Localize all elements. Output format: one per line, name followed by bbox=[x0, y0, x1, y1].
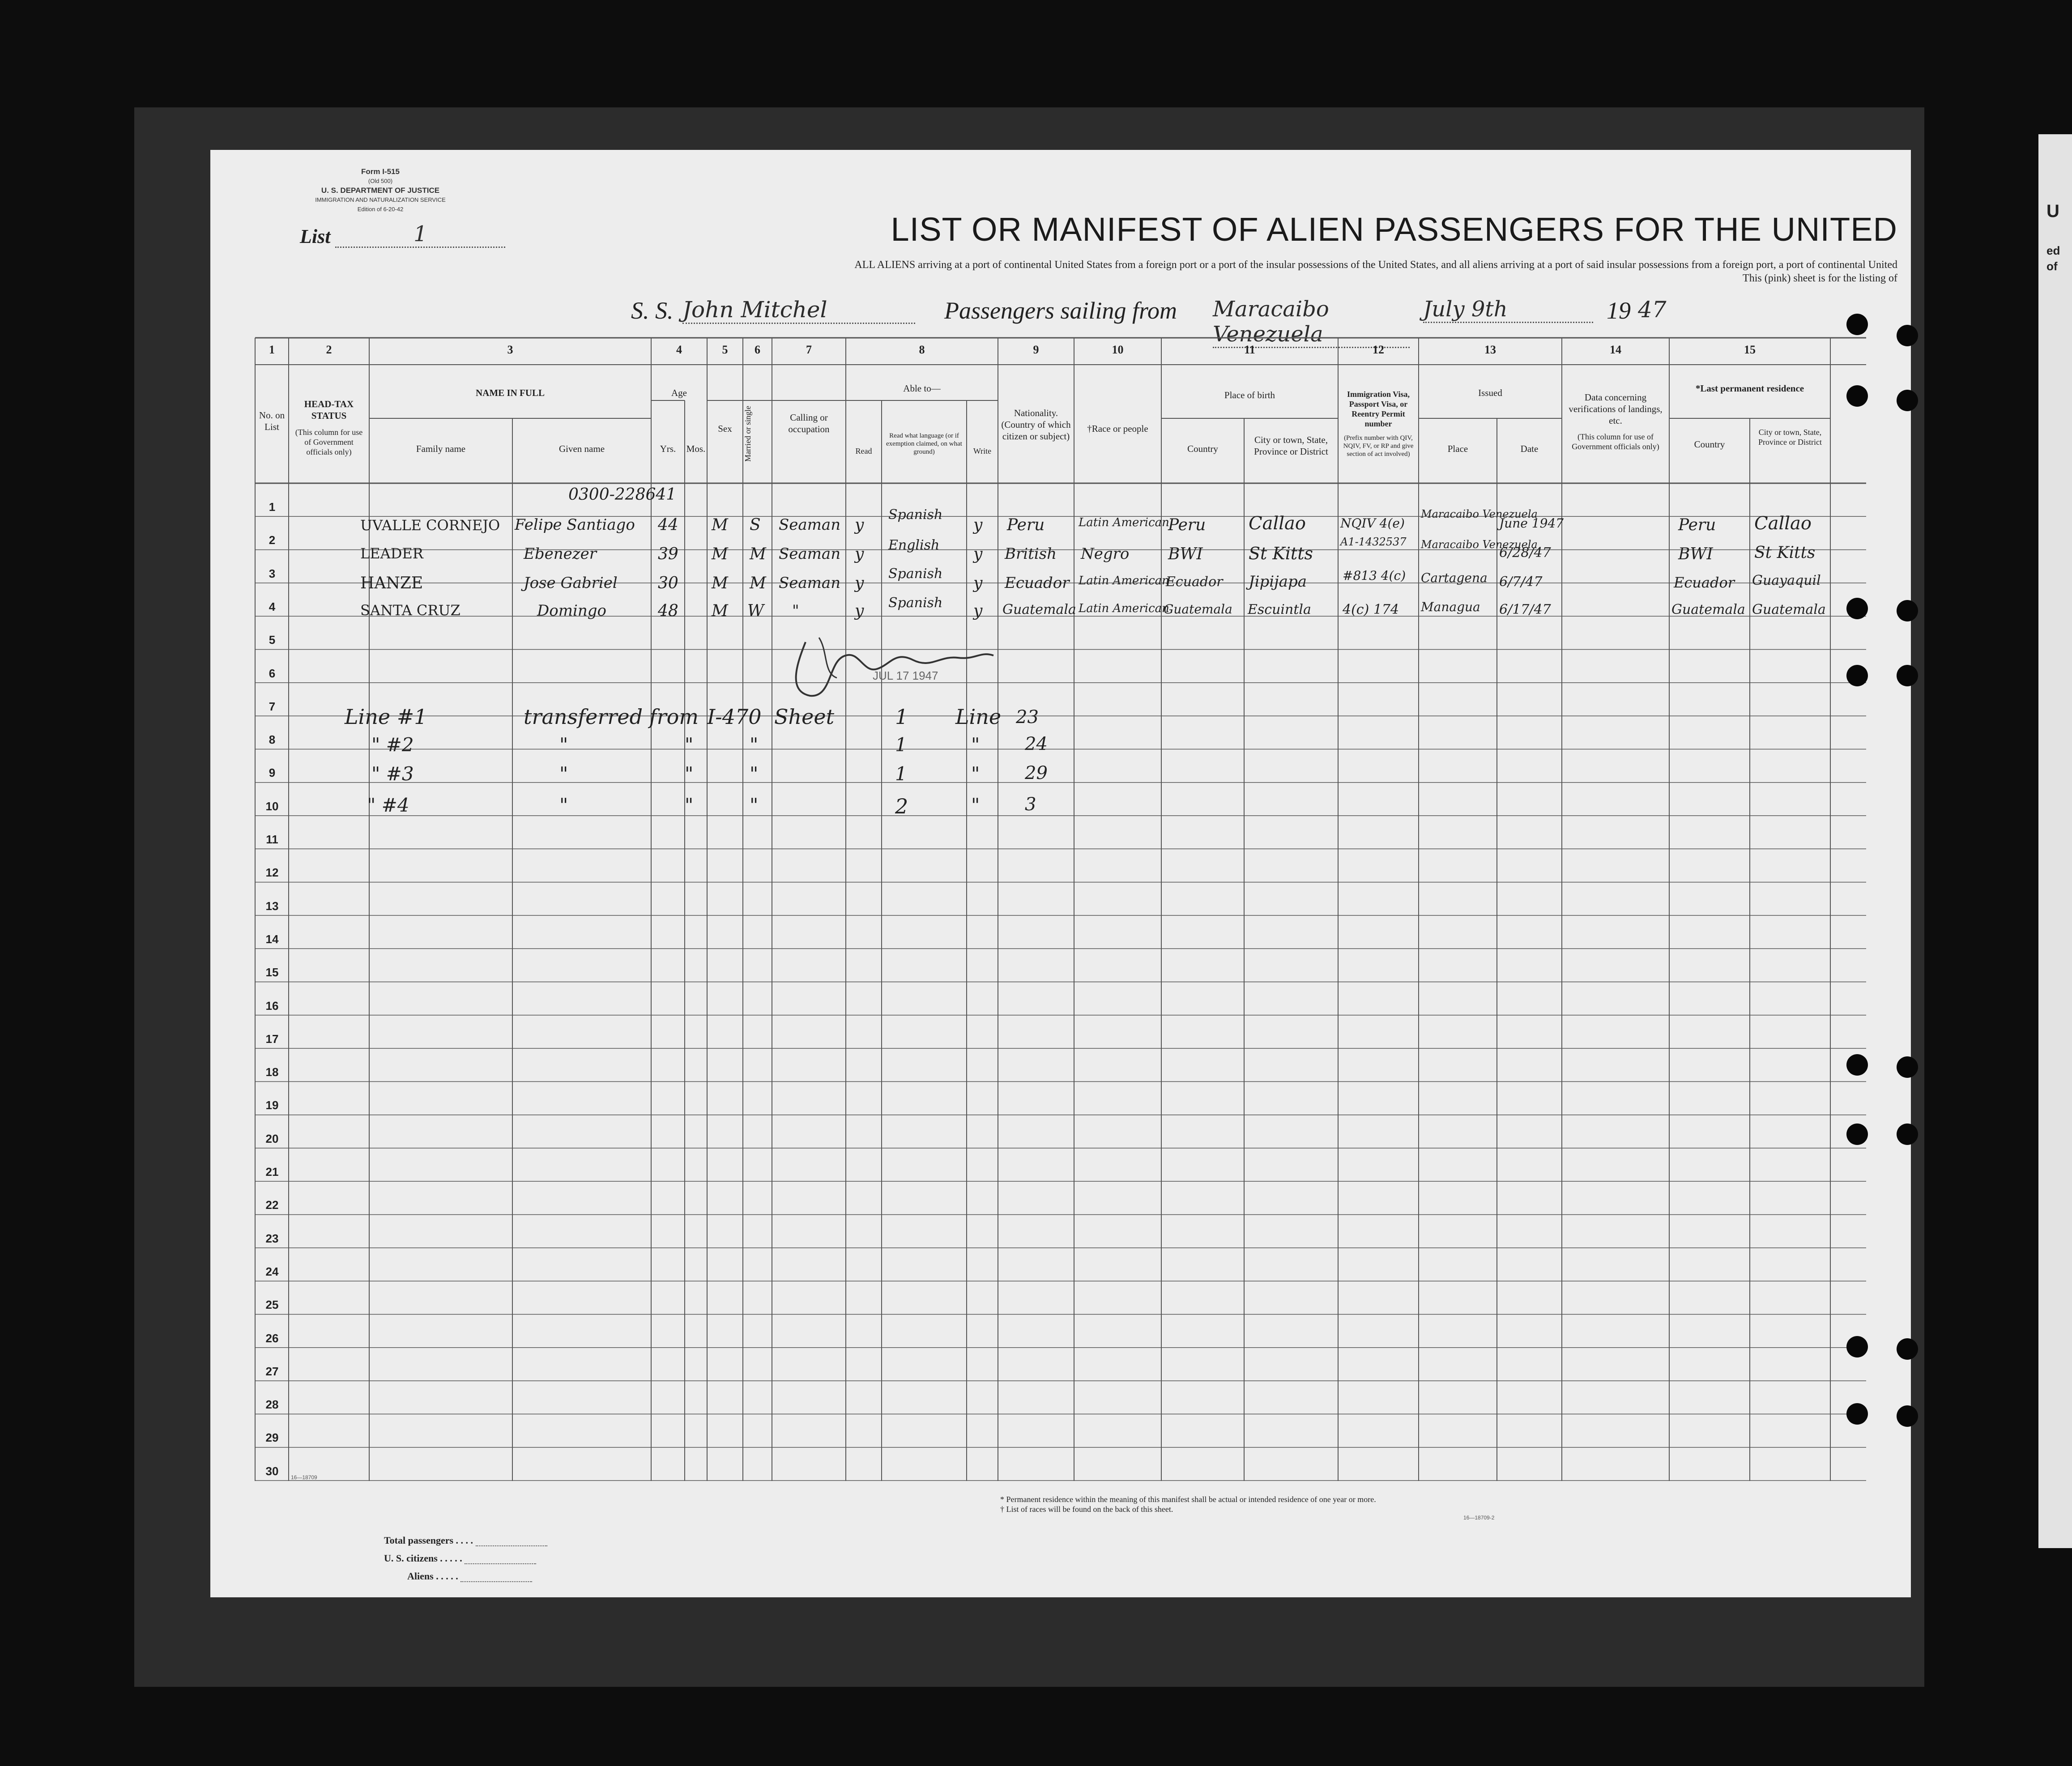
visa-annotation: A1-1432537 bbox=[1340, 536, 1407, 548]
col-num-2: 2 bbox=[326, 343, 332, 356]
form-number: Form I-515 bbox=[361, 167, 400, 176]
form-edition: Edition of 6-20-42 bbox=[357, 206, 404, 213]
row-number: 20 bbox=[265, 1132, 279, 1145]
occupation-2: Seaman bbox=[779, 545, 841, 563]
birth-country-1: Peru bbox=[1168, 516, 1206, 534]
age-4: 48 bbox=[658, 602, 678, 620]
col-num-1: 1 bbox=[269, 343, 275, 356]
read-1: y bbox=[855, 516, 864, 534]
header-last-residence: *Last permanent residence bbox=[1695, 383, 1804, 394]
header-sex: Sex bbox=[718, 423, 732, 434]
header-place-of-birth: Place of birth bbox=[1224, 390, 1275, 400]
header-issued: Issued bbox=[1478, 387, 1502, 398]
married-2: M bbox=[750, 545, 766, 563]
transfer-from-3: " bbox=[685, 763, 694, 785]
col-num-5: 5 bbox=[722, 343, 728, 356]
write-3: y bbox=[973, 574, 983, 592]
age-3: 30 bbox=[658, 574, 678, 592]
header-visa-note: (Prefix number with QIV, NQIV, FV, or RP and give section of act involved) bbox=[1343, 434, 1414, 458]
col-num-14: 14 bbox=[1610, 343, 1621, 356]
transfer-line-3: " #3 bbox=[371, 763, 414, 785]
row-number: 8 bbox=[269, 733, 276, 747]
married-3: M bbox=[750, 574, 766, 592]
res-city-4: Guatemala bbox=[1752, 602, 1826, 617]
row-number: 3 bbox=[269, 566, 276, 580]
ss-label: S. S. bbox=[631, 297, 674, 324]
header-issued-place: Place bbox=[1447, 443, 1468, 454]
transfer-sheet-3: 1 bbox=[895, 763, 907, 785]
col-num-10: 10 bbox=[1112, 343, 1124, 356]
strip-fragment-3: of bbox=[2046, 260, 2058, 273]
res-city-3: Guayaquil bbox=[1752, 573, 1821, 588]
birth-city-1: Callao bbox=[1249, 513, 1306, 534]
row-number: 17 bbox=[265, 1032, 279, 1046]
given-name-2: Ebenezer bbox=[524, 545, 597, 563]
issued-place-3: Cartagena bbox=[1421, 570, 1488, 585]
row-number: 9 bbox=[269, 766, 276, 780]
row-number: 1 bbox=[269, 500, 276, 514]
list-value: 1 bbox=[335, 221, 505, 248]
family-name-2: LEADER bbox=[360, 545, 423, 562]
transfer-to-line-2: 24 bbox=[1025, 734, 1048, 754]
birth-city-4: Escuintla bbox=[1248, 602, 1311, 617]
footnote-races: † List of races will be found on the back of this sheet. bbox=[1000, 1505, 1173, 1514]
race-3: Latin American bbox=[1079, 574, 1169, 587]
print-code-left: 16—18709 bbox=[291, 1474, 317, 1481]
row-lines bbox=[255, 516, 1866, 1481]
header-visa: Immigration Visa, Passport Visa, or Reentry Permit number bbox=[1347, 390, 1410, 428]
transfer-line-1: Line #1 bbox=[345, 705, 427, 729]
us-citizens-label: U. S. citizens bbox=[384, 1553, 438, 1564]
row-number: 18 bbox=[265, 1065, 279, 1079]
transfer-sheet-label-2: " bbox=[750, 734, 759, 756]
header-birth-country: Country bbox=[1187, 443, 1218, 454]
row-number: 22 bbox=[265, 1198, 279, 1212]
form-old-number: (Old 500) bbox=[368, 178, 393, 184]
footnote-residence: * Permanent residence within the meaning of this manifest shall be actual or intended residence of one year or more. bbox=[1000, 1495, 1376, 1504]
nationality-1: Peru bbox=[1007, 516, 1045, 534]
issued-place-2: Maracaibo Venezuela bbox=[1421, 538, 1538, 551]
read-2: y bbox=[855, 545, 864, 563]
race-4: Latin American bbox=[1079, 602, 1169, 615]
visa-1: NQIV 4(e) bbox=[1340, 516, 1405, 531]
col-num-8: 8 bbox=[919, 343, 925, 356]
list-label: List bbox=[300, 226, 331, 247]
col-num-9: 9 bbox=[1033, 343, 1039, 356]
issued-date-1: June 1947 bbox=[1499, 516, 1564, 531]
row-number: 26 bbox=[265, 1331, 279, 1345]
sex-2: M bbox=[712, 545, 728, 563]
birth-country-3: Ecuador bbox=[1166, 574, 1223, 590]
header-given-name: Given name bbox=[559, 443, 605, 454]
header-birth-city: City or town, State, Province or District bbox=[1254, 434, 1328, 457]
row-number: 16 bbox=[265, 999, 279, 1013]
res-country-3: Ecuador bbox=[1674, 574, 1735, 591]
row-number: 7 bbox=[269, 699, 276, 713]
header-nationality: Nationality. (Country of which citizen or subject) bbox=[1001, 408, 1071, 442]
transfer-from-4: " bbox=[685, 794, 694, 816]
row-number: 14 bbox=[265, 932, 279, 946]
header-race: †Race or people bbox=[1087, 423, 1148, 434]
header-issued-date: Date bbox=[1520, 443, 1539, 454]
transfer-sheet-label-4: " bbox=[750, 794, 759, 816]
transfer-to-line-4: 3 bbox=[1025, 794, 1036, 815]
col-num-13: 13 bbox=[1484, 343, 1496, 356]
married-1: S bbox=[750, 516, 761, 534]
family-name-3: HANZE bbox=[360, 574, 423, 592]
header-name-in-full: NAME IN FULL bbox=[475, 387, 545, 398]
age-1: 44 bbox=[658, 516, 678, 534]
row-number: 5 bbox=[269, 633, 276, 647]
col-num-12: 12 bbox=[1373, 343, 1384, 356]
col-num-11: 11 bbox=[1244, 343, 1255, 356]
age-2: 39 bbox=[658, 545, 678, 563]
manifest-grid bbox=[210, 150, 1911, 1597]
header-res-country: Country bbox=[1694, 439, 1725, 450]
header-able-to: Able to— bbox=[903, 383, 941, 394]
row-number: 23 bbox=[265, 1231, 279, 1245]
transfer-sheet-2: 1 bbox=[895, 734, 907, 756]
birth-country-2: BWI bbox=[1168, 545, 1203, 563]
row-number: 25 bbox=[265, 1298, 279, 1312]
write-1: y bbox=[973, 516, 983, 534]
visa-4: 4(c) 174 bbox=[1343, 602, 1399, 617]
transfer-line-label-4: " bbox=[971, 794, 980, 816]
header-res-city: City or town, State, Province or District bbox=[1758, 428, 1822, 447]
manifest-title: LIST OR MANIFEST OF ALIEN PASSENGERS FOR THE UNITED bbox=[891, 211, 1897, 248]
read-4: y bbox=[855, 602, 864, 620]
adjacent-page-strip bbox=[2038, 134, 2072, 1548]
header-mos: Mos. bbox=[686, 443, 706, 454]
res-country-1: Peru bbox=[1678, 516, 1716, 534]
occupation-4: " bbox=[792, 602, 799, 620]
transfer-text-2: " bbox=[559, 734, 568, 756]
col-num-6: 6 bbox=[755, 343, 760, 356]
language-2: English bbox=[888, 537, 940, 553]
strip-fragment-1: U bbox=[2046, 201, 2059, 221]
res-country-2: BWI bbox=[1678, 545, 1713, 563]
col-num-4: 4 bbox=[676, 343, 682, 356]
header-no-on-list: No. on List bbox=[259, 410, 285, 432]
write-4: y bbox=[973, 602, 983, 620]
transfer-line-label-3: " bbox=[971, 763, 980, 785]
header-family-name: Family name bbox=[416, 443, 466, 454]
issued-date-3: 6/7/47 bbox=[1499, 574, 1543, 590]
row-number: 13 bbox=[265, 899, 279, 913]
header-calling: Calling or occupation bbox=[788, 412, 830, 434]
departure-date: July 9th bbox=[1423, 297, 1593, 323]
header-verifications-note: (This column for use of Government officials only) bbox=[1572, 432, 1659, 451]
header-age: Age bbox=[671, 387, 687, 398]
transfer-sheet-label-1: Sheet bbox=[774, 705, 835, 729]
family-name-4: SANTA CRUZ bbox=[360, 602, 460, 619]
row-number: 2 bbox=[269, 533, 276, 547]
col-num-3: 3 bbox=[507, 343, 513, 356]
transfer-line-label-1: Line bbox=[955, 705, 1002, 729]
write-2: y bbox=[973, 545, 983, 563]
header-head-tax: HEAD-TAX STATUS bbox=[304, 399, 354, 421]
given-name-3: Jose Gabriel bbox=[524, 574, 618, 592]
departure-port: Maracaibo Venezuela bbox=[1213, 297, 1410, 348]
row-number: 11 bbox=[266, 833, 278, 846]
language-1: Spanish bbox=[888, 507, 943, 523]
service-name: IMMIGRATION AND NATURALIZATION SERVICE bbox=[315, 196, 446, 203]
aliens-field: Aliens . . . . . bbox=[407, 1570, 532, 1582]
row-number: 28 bbox=[265, 1398, 279, 1412]
issued-date-4: 6/17/47 bbox=[1499, 602, 1551, 617]
row-number: 10 bbox=[265, 799, 279, 813]
total-passengers-label: Total passengers bbox=[384, 1535, 454, 1546]
birth-city-3: Jipijapa bbox=[1249, 573, 1307, 591]
birth-country-4: Guatemala bbox=[1164, 602, 1232, 617]
ship-name: John Mitchel bbox=[682, 297, 915, 324]
res-city-1: Callao bbox=[1754, 513, 1812, 534]
row-number: 21 bbox=[265, 1165, 279, 1179]
sex-4: M bbox=[712, 602, 728, 620]
language-4: Spanish bbox=[888, 595, 943, 611]
strip-fragment-2: ed bbox=[2046, 244, 2060, 257]
language-3: Spanish bbox=[888, 566, 943, 582]
annotation-top-number: 0300-228641 bbox=[568, 485, 677, 504]
passengers-sailing-label: Passengers sailing from bbox=[944, 297, 1177, 324]
res-city-2: St Kitts bbox=[1754, 544, 1816, 562]
row-number: 19 bbox=[265, 1098, 279, 1112]
row-number: 15 bbox=[265, 966, 279, 979]
occupation-1: Seaman bbox=[779, 516, 841, 534]
subtitle-line-2: This (pink) sheet is for the listing of bbox=[1743, 272, 1897, 284]
nationality-3: Ecuador bbox=[1005, 574, 1070, 592]
row-number: 27 bbox=[265, 1364, 279, 1378]
header-write: Write bbox=[973, 447, 992, 455]
occupation-3: Seaman bbox=[779, 574, 841, 592]
year-prefix: 19 bbox=[1607, 297, 1631, 324]
manifest-sheet bbox=[210, 150, 1911, 1597]
header-read: Read bbox=[855, 447, 872, 455]
transfer-text-3: " bbox=[559, 763, 568, 785]
nationality-4: Guatemala bbox=[1002, 602, 1076, 617]
given-name-4: Domingo bbox=[537, 602, 606, 620]
row-number: 30 bbox=[265, 1464, 279, 1478]
transfer-line-4: " #4 bbox=[367, 794, 409, 816]
transfer-line-2: " #2 bbox=[371, 734, 414, 756]
department-name: U. S. DEPARTMENT OF JUSTICE bbox=[321, 186, 440, 195]
transfer-line-label-2: " bbox=[971, 734, 980, 756]
aliens-label: Aliens bbox=[407, 1570, 434, 1582]
date-stamp: JUL 17 1947 bbox=[873, 669, 938, 682]
transfer-sheet-1: 1 bbox=[895, 705, 908, 729]
year-suffix: 47 bbox=[1638, 297, 1667, 323]
row-number: 6 bbox=[269, 666, 276, 680]
col-num-7: 7 bbox=[806, 343, 812, 356]
transfer-from-1: I-470 bbox=[707, 705, 762, 729]
read-3: y bbox=[855, 574, 864, 592]
header-verifications: Data concerning verifications of landings, etc. bbox=[1569, 392, 1663, 426]
transfer-to-line-3: 29 bbox=[1025, 763, 1048, 783]
row-number: 4 bbox=[269, 600, 276, 613]
transfer-text-4: " bbox=[559, 794, 568, 816]
column-lines bbox=[289, 338, 1830, 1481]
res-country-4: Guatemala bbox=[1671, 602, 1745, 617]
issued-date-2: 6/28/47 bbox=[1499, 545, 1551, 561]
header-head-tax-note: (This column for use of Government officials only) bbox=[295, 428, 363, 456]
birth-city-2: St Kitts bbox=[1249, 544, 1313, 563]
row-number: 24 bbox=[265, 1264, 279, 1278]
family-name-1: UVALLE CORNEJO bbox=[360, 517, 500, 534]
issued-place-1: Maracaibo Venezuela bbox=[1421, 508, 1538, 520]
visa-3: #813 4(c) bbox=[1343, 568, 1406, 583]
header-read-language: Read what language (or if exemption claimed, on what ground) bbox=[886, 432, 962, 455]
row-number: 29 bbox=[265, 1431, 279, 1445]
transfer-to-line-1: 23 bbox=[1016, 707, 1039, 728]
print-code-right: 16—18709-2 bbox=[1463, 1515, 1495, 1521]
row-number: 12 bbox=[265, 866, 279, 880]
transfer-sheet-4: 2 bbox=[895, 794, 908, 818]
subtitle-line-1: ALL ALIENS arriving at a port of continental United States from a foreign port or a port of the insular possessions of the United States, and all aliens arriving at a port of said insular possessions from a foreign port, a port of continental United bbox=[854, 259, 1897, 271]
married-4: W bbox=[747, 602, 764, 620]
header-yrs: Yrs. bbox=[660, 443, 676, 454]
transfer-sheet-label-3: " bbox=[750, 763, 759, 785]
us-citizens-field: U. S. citizens . . . . . bbox=[384, 1553, 536, 1564]
total-passengers-field: Total passengers . . . . bbox=[384, 1535, 547, 1546]
race-2: Negro bbox=[1081, 545, 1130, 563]
col-num-15: 15 bbox=[1744, 343, 1756, 356]
transfer-from-2: " bbox=[685, 734, 694, 756]
given-name-1: Felipe Santiago bbox=[515, 516, 635, 534]
sex-3: M bbox=[712, 574, 728, 592]
race-1: Latin American bbox=[1079, 516, 1169, 529]
nationality-2: British bbox=[1005, 545, 1057, 563]
sex-1: M bbox=[712, 516, 728, 534]
footnotes bbox=[1000, 1494, 1564, 1514]
transfer-text-1: transferred from bbox=[524, 705, 699, 729]
header-married: Married or single bbox=[743, 406, 752, 462]
issued-place-4: Managua bbox=[1421, 600, 1480, 614]
